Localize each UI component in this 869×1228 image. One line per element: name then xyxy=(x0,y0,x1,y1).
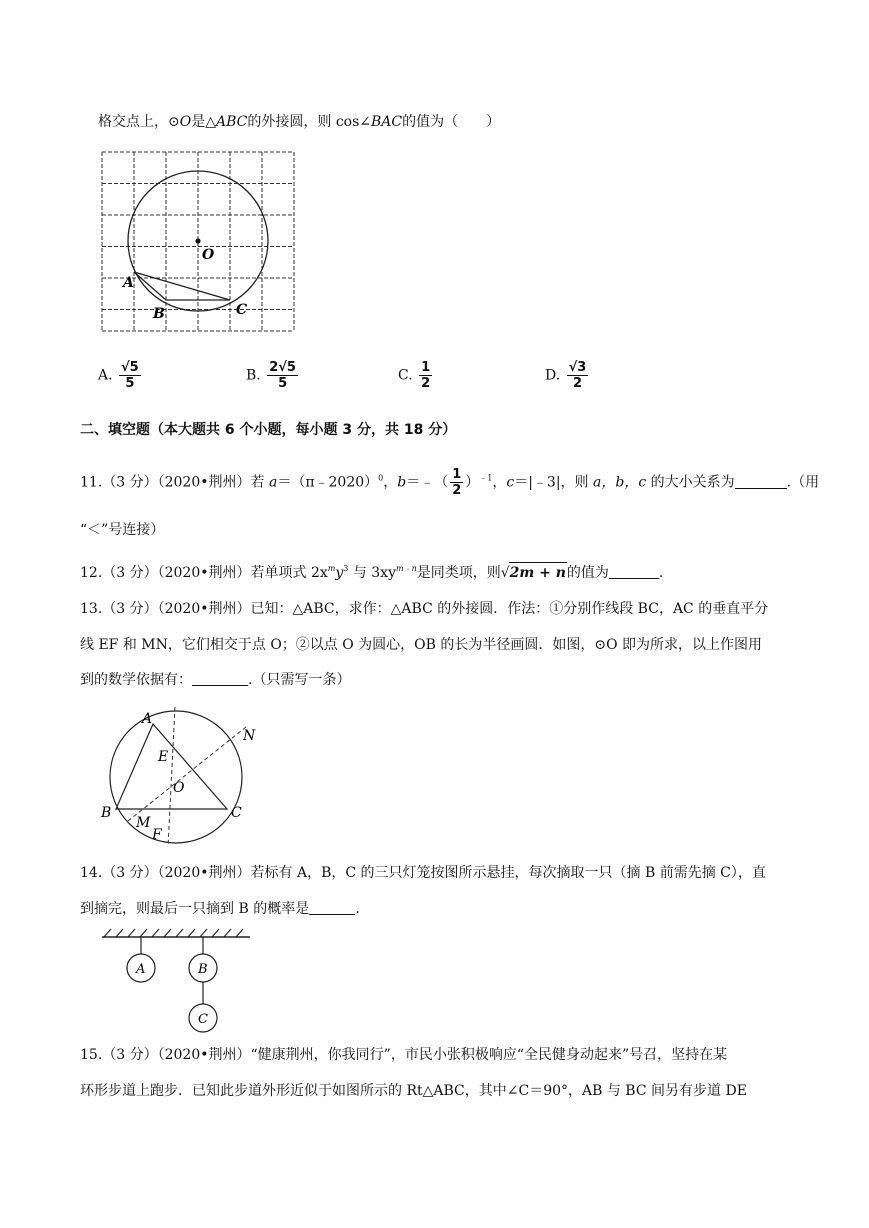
q13-figure xyxy=(98,703,268,851)
q10-option-b xyxy=(246,361,300,390)
sqrt-icon: √ xyxy=(500,565,510,581)
q13-label-o: O xyxy=(173,780,185,796)
q13-label-m: M xyxy=(136,815,151,831)
q14-line2 xyxy=(80,899,360,919)
q13-label-e: E xyxy=(158,749,169,765)
q11-fraction xyxy=(450,468,463,497)
q12-mid3: 是同类项，则 xyxy=(416,565,501,581)
q10-option-c xyxy=(398,361,434,390)
q11-sep2: ， xyxy=(492,474,507,491)
q15-line2: 环形步道上跑步．已知此步道外形近似于如图所示的 Rt△ABC，其中∠C＝90°，AB 与 BC 间另有步道 DE xyxy=(80,1083,747,1099)
q14-answer-blank[interactable] xyxy=(309,900,355,915)
q11-c-expr: ＝|﹣3|，则 xyxy=(514,474,594,491)
option-letter: D. xyxy=(545,367,561,384)
q14-label-a: A xyxy=(136,962,146,977)
q11-b-expr: ＝﹣（ xyxy=(406,474,449,491)
option-fraction xyxy=(267,361,298,390)
q11-answer-blank[interactable] xyxy=(735,474,787,489)
fraction-numerator: √5 xyxy=(121,360,139,375)
q10-stem-tail xyxy=(98,112,500,132)
q12-y: y xyxy=(335,565,344,581)
q12-mid: 与 3xy xyxy=(348,565,396,581)
q10-text-1: 格交点上，⊙ xyxy=(98,114,180,130)
q10-option-a xyxy=(98,361,143,390)
q12-prefix: 12.（3 分）（2020•荆州）若单项式 2x xyxy=(80,565,328,581)
q12-line xyxy=(80,562,663,583)
q10-text-3: 的外接圆，则 cos∠ xyxy=(247,114,372,130)
q14-lantern-figure xyxy=(100,926,255,1038)
q11-vars: a，b，c xyxy=(593,474,647,491)
fraction-denominator: 5 xyxy=(125,376,135,391)
fraction-denominator: 2 xyxy=(452,483,462,498)
q14-label-b: B xyxy=(198,962,208,977)
q11-a-expr: ＝（π﹣2020） xyxy=(277,474,379,491)
q10-var-o: O xyxy=(179,114,192,130)
fraction-numerator: √3 xyxy=(568,360,587,375)
q10-center-point xyxy=(195,238,200,243)
fraction-denominator: 2 xyxy=(572,376,583,391)
q12-suffix: 的值为 xyxy=(566,565,609,581)
q11-var-a: a xyxy=(268,474,278,491)
q13-line1: 13.（3 分）（2020•荆州）已知：△ABC，求作：△ABC 的外接圆．作法：①分别作线段 BC，AC 的垂直平分 xyxy=(80,601,769,617)
q13-bisector-ef xyxy=(168,707,175,847)
option-letter: B. xyxy=(246,367,261,384)
fraction-numerator: 1 xyxy=(421,360,431,375)
q10-text-2: 是△ xyxy=(191,114,216,130)
q10-label-c: C xyxy=(236,302,248,318)
q10-grid-figure xyxy=(96,148,301,338)
q12-answer-blank[interactable] xyxy=(609,564,659,579)
option-letter: A. xyxy=(98,367,113,384)
q11-line1 xyxy=(80,468,819,497)
q11-prefix: 11.（3 分）（2020•荆州）若 xyxy=(80,474,269,491)
q14-line2-suffix: . xyxy=(355,901,360,917)
q14-line1: 14.（3 分）（2020•荆州）若标有 A，B，C 的三只灯笼按图所示悬挂，每次摘取一只（摘 B 前需先摘 C），直 xyxy=(80,865,766,881)
q14-line2-prefix: 到摘完，则最后一只摘到 B 的概率是 xyxy=(80,901,310,917)
option-fraction xyxy=(119,361,141,390)
q13-line3-prefix: 到的数学依据有： xyxy=(80,672,192,688)
q10-label-o: O xyxy=(202,247,215,263)
q12-exp3: m﹣n xyxy=(396,564,417,573)
q12-radicand: 2m + n xyxy=(509,562,567,583)
q13-answer-blank[interactable] xyxy=(192,671,248,686)
q12-exp2: 3 xyxy=(343,564,349,573)
q11-var-c: c xyxy=(506,474,515,491)
q12-exp1: m xyxy=(327,564,336,573)
q13-line3 xyxy=(80,670,350,690)
fraction-denominator: 2 xyxy=(421,376,431,391)
q11-line2: “＜”号连接） xyxy=(80,522,165,538)
q12-end: . xyxy=(658,565,664,581)
q10-label-b: B xyxy=(153,306,165,322)
q10-var-bac: BAC xyxy=(371,114,403,130)
q13-line3-suffix: .（只需写一条） xyxy=(248,672,351,688)
q13-label-b: B xyxy=(101,805,112,821)
q10-triangle xyxy=(134,272,230,300)
q11-var-b: b xyxy=(397,474,407,491)
q15-line1: 15.（3 分）（2020•荆州）“健康荆州，你我同行”，市民小张积极响应“全民健身动起来”号召，坚持在某 xyxy=(80,1047,728,1063)
q13-label-f: F xyxy=(152,827,162,843)
q13-label-a: A xyxy=(142,711,153,727)
q11-b-exponent: ﹣1 xyxy=(479,473,493,483)
fraction-numerator: 1 xyxy=(452,467,462,482)
q13-label-c: C xyxy=(231,805,242,821)
q11-sep1: ， xyxy=(383,474,398,491)
q10-text-4: 的值为（ ） xyxy=(402,114,501,130)
q13-line2: 线 EF 和 MN，它们相交于点 O；②以点 O 为圆心，OB 的长为半径画圆．如图，⊙O 即为所求，以上作图用 xyxy=(80,637,763,653)
q14-label-c: C xyxy=(198,1012,208,1027)
fraction-denominator: 5 xyxy=(278,376,288,391)
q11-suffix: 的大小关系为 xyxy=(646,474,735,491)
q11-a-exponent: 0 xyxy=(378,473,384,483)
q10-var-abc: ABC xyxy=(216,114,248,130)
option-fraction xyxy=(567,361,589,390)
q10-label-a: A xyxy=(123,275,134,291)
section-heading: 二、填空题（本大题共 6 个小题，每小题 3 分，共 18 分） xyxy=(80,422,457,438)
option-letter: C. xyxy=(398,367,413,384)
option-fraction xyxy=(419,361,432,390)
q10-option-d xyxy=(545,361,590,390)
q11-b-close: ） xyxy=(465,474,480,491)
q13-label-n: N xyxy=(243,728,256,744)
q14-ceiling-hatch xyxy=(104,929,243,937)
fraction-numerator: 2√5 xyxy=(269,360,296,375)
q11-after-blank: .（用 xyxy=(786,474,820,491)
q13-triangle xyxy=(116,724,227,809)
